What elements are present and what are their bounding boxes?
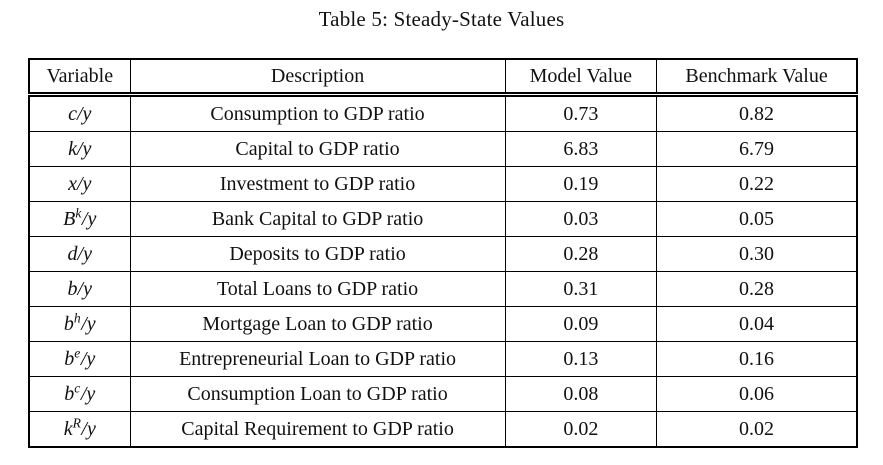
description-cell: Investment to GDP ratio [130, 167, 505, 202]
header-row [29, 59, 857, 95]
variable-cell: c/y [29, 95, 130, 132]
table-body [29, 95, 857, 448]
variable-cell: $b^h/y$ [29, 307, 130, 342]
model-value-cell: 0.08 [505, 377, 657, 412]
model-value-cell: 0.19 [505, 167, 657, 202]
variable-cell: k/y [29, 132, 130, 167]
table-row [29, 202, 857, 237]
variable-cell: x/y [29, 167, 130, 202]
description-cell: Mortgage Loan to GDP ratio [130, 307, 505, 342]
model-value-cell: 0.03 [505, 202, 657, 237]
header-model-value: Model Value [505, 59, 657, 95]
benchmark-value-cell: 0.16 [657, 342, 857, 377]
model-value-cell: 0.13 [505, 342, 657, 377]
steady-state-table [28, 58, 858, 448]
header-variable: Variable [29, 59, 130, 95]
model-value-cell: 0.28 [505, 237, 657, 272]
benchmark-value-cell: 0.22 [657, 167, 857, 202]
variable-cell: $k^R/y$ [29, 412, 130, 448]
variable-cell: $b^e/y$ [29, 342, 130, 377]
description-cell: Consumption Loan to GDP ratio [130, 377, 505, 412]
model-value-cell: 0.02 [505, 412, 657, 448]
model-value-cell: 6.83 [505, 132, 657, 167]
benchmark-value-cell: 0.30 [657, 237, 857, 272]
table-row [29, 342, 857, 377]
benchmark-value-cell: 0.05 [657, 202, 857, 237]
table-row [29, 412, 857, 448]
benchmark-value-cell: 0.28 [657, 272, 857, 307]
model-value-cell: 0.09 [505, 307, 657, 342]
variable-cell: $B^k/y$ [29, 202, 130, 237]
model-value-cell: 0.73 [505, 95, 657, 132]
table-header [29, 59, 857, 95]
variable-cell: $b^c/y$ [29, 377, 130, 412]
variable-cell: d/y [29, 237, 130, 272]
description-cell: Total Loans to GDP ratio [130, 272, 505, 307]
benchmark-value-cell: 6.79 [657, 132, 857, 167]
description-cell: Bank Capital to GDP ratio [130, 202, 505, 237]
description-cell: Entrepreneurial Loan to GDP ratio [130, 342, 505, 377]
description-cell: Consumption to GDP ratio [130, 95, 505, 132]
table-row [29, 167, 857, 202]
table-row [29, 307, 857, 342]
table-row [29, 95, 857, 132]
table-caption: Table 5: Steady-State Values [318, 7, 565, 31]
table-row [29, 237, 857, 272]
description-cell: Capital Requirement to GDP ratio [130, 412, 505, 448]
benchmark-value-cell: 0.82 [657, 95, 857, 132]
description-cell: Deposits to GDP ratio [130, 237, 505, 272]
model-value-cell: 0.31 [505, 272, 657, 307]
benchmark-value-cell: 0.06 [657, 377, 857, 412]
table-row [29, 132, 857, 167]
variable-cell: b/y [29, 272, 130, 307]
benchmark-value-cell: 0.04 [657, 307, 857, 342]
header-description: Description [130, 59, 505, 95]
table-row [29, 377, 857, 412]
description-cell: Capital to GDP ratio [130, 132, 505, 167]
header-benchmark-value: Benchmark Value [657, 59, 857, 95]
table-row [29, 272, 857, 307]
benchmark-value-cell: 0.02 [657, 412, 857, 448]
